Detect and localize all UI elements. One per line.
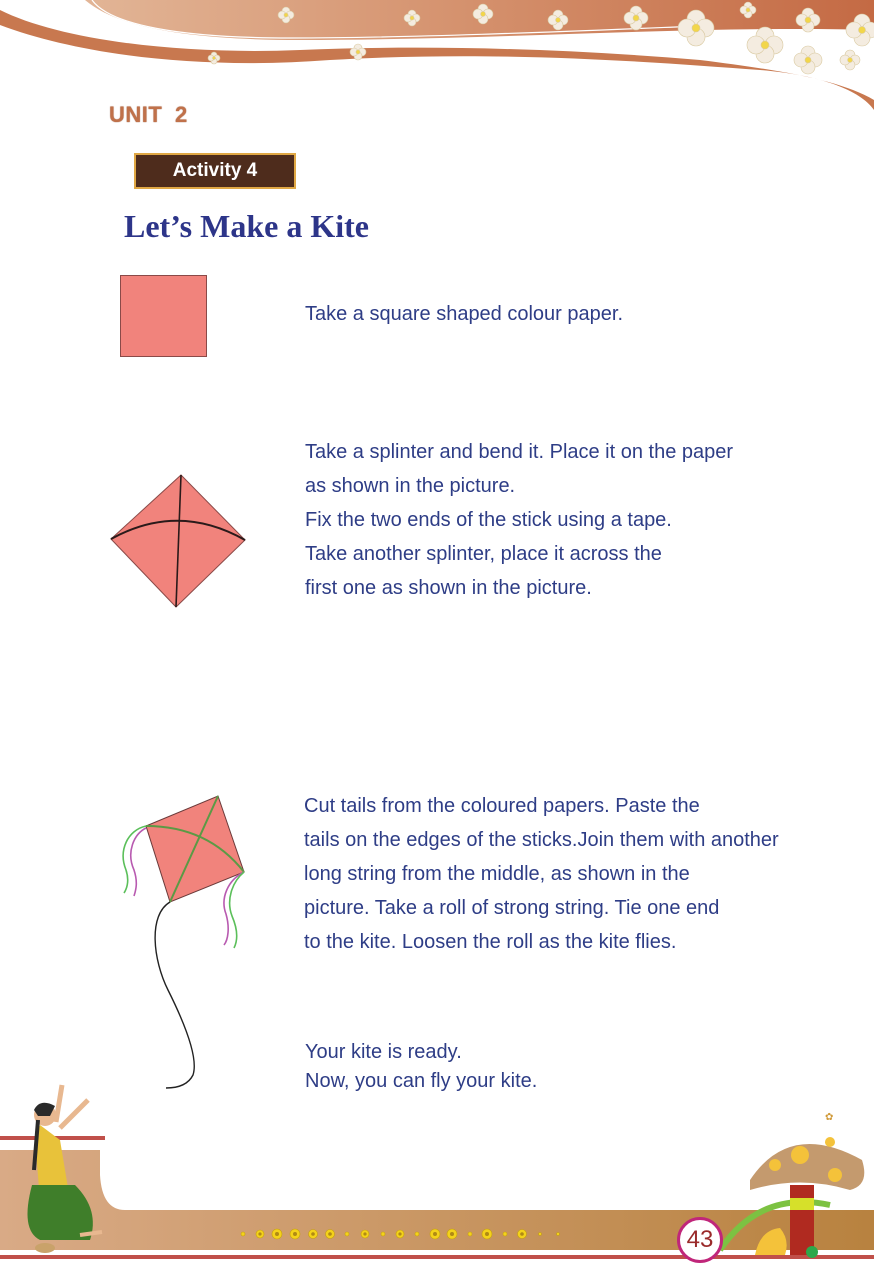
activity-badge xyxy=(130,149,300,193)
footer-band-decoration xyxy=(0,1080,874,1280)
step-4-line: Your kite is ready. xyxy=(305,1041,462,1063)
step-2-line: as shown in the picture. xyxy=(305,475,516,497)
step-2-line: first one as shown in the picture. xyxy=(305,577,592,599)
svg-text:✿: ✿ xyxy=(825,1112,834,1123)
square-paper-illustration xyxy=(120,275,207,357)
kite-frame-illustration xyxy=(108,472,248,612)
unit-label: UNIT 2 xyxy=(109,102,188,127)
page-title: Let’s Make a Kite xyxy=(124,208,369,244)
step-3-line: picture. Take a roll of strong string. Tie one end xyxy=(304,897,720,919)
step-4-line: Now, you can fly your kite. xyxy=(305,1070,538,1092)
step-2-line: Take a splinter and bend it. Place it on the paper xyxy=(305,441,734,463)
step-2-line: Take another splinter, place it across the xyxy=(305,543,662,565)
step-3-line: tails on the edges of the sticks.Join them with another xyxy=(304,829,779,851)
kite-with-tails-illustration xyxy=(108,790,258,1095)
step-3-line: to the kite. Loosen the roll as the kite flies. xyxy=(304,931,677,953)
page-number: 43 xyxy=(677,1217,723,1263)
step-1-line: Take a square shaped colour paper. xyxy=(305,303,623,325)
step-1-text xyxy=(305,297,623,331)
step-3-text xyxy=(304,789,779,959)
step-2-line: Fix the two ends of the stick using a tape. xyxy=(305,509,672,531)
step-3-line: Cut tails from the coloured papers. Paste the xyxy=(304,795,700,817)
step-2-text xyxy=(305,435,733,605)
activity-label: Activity 4 xyxy=(172,160,258,181)
step-3-line: long string from the middle, as shown in the xyxy=(304,863,690,885)
